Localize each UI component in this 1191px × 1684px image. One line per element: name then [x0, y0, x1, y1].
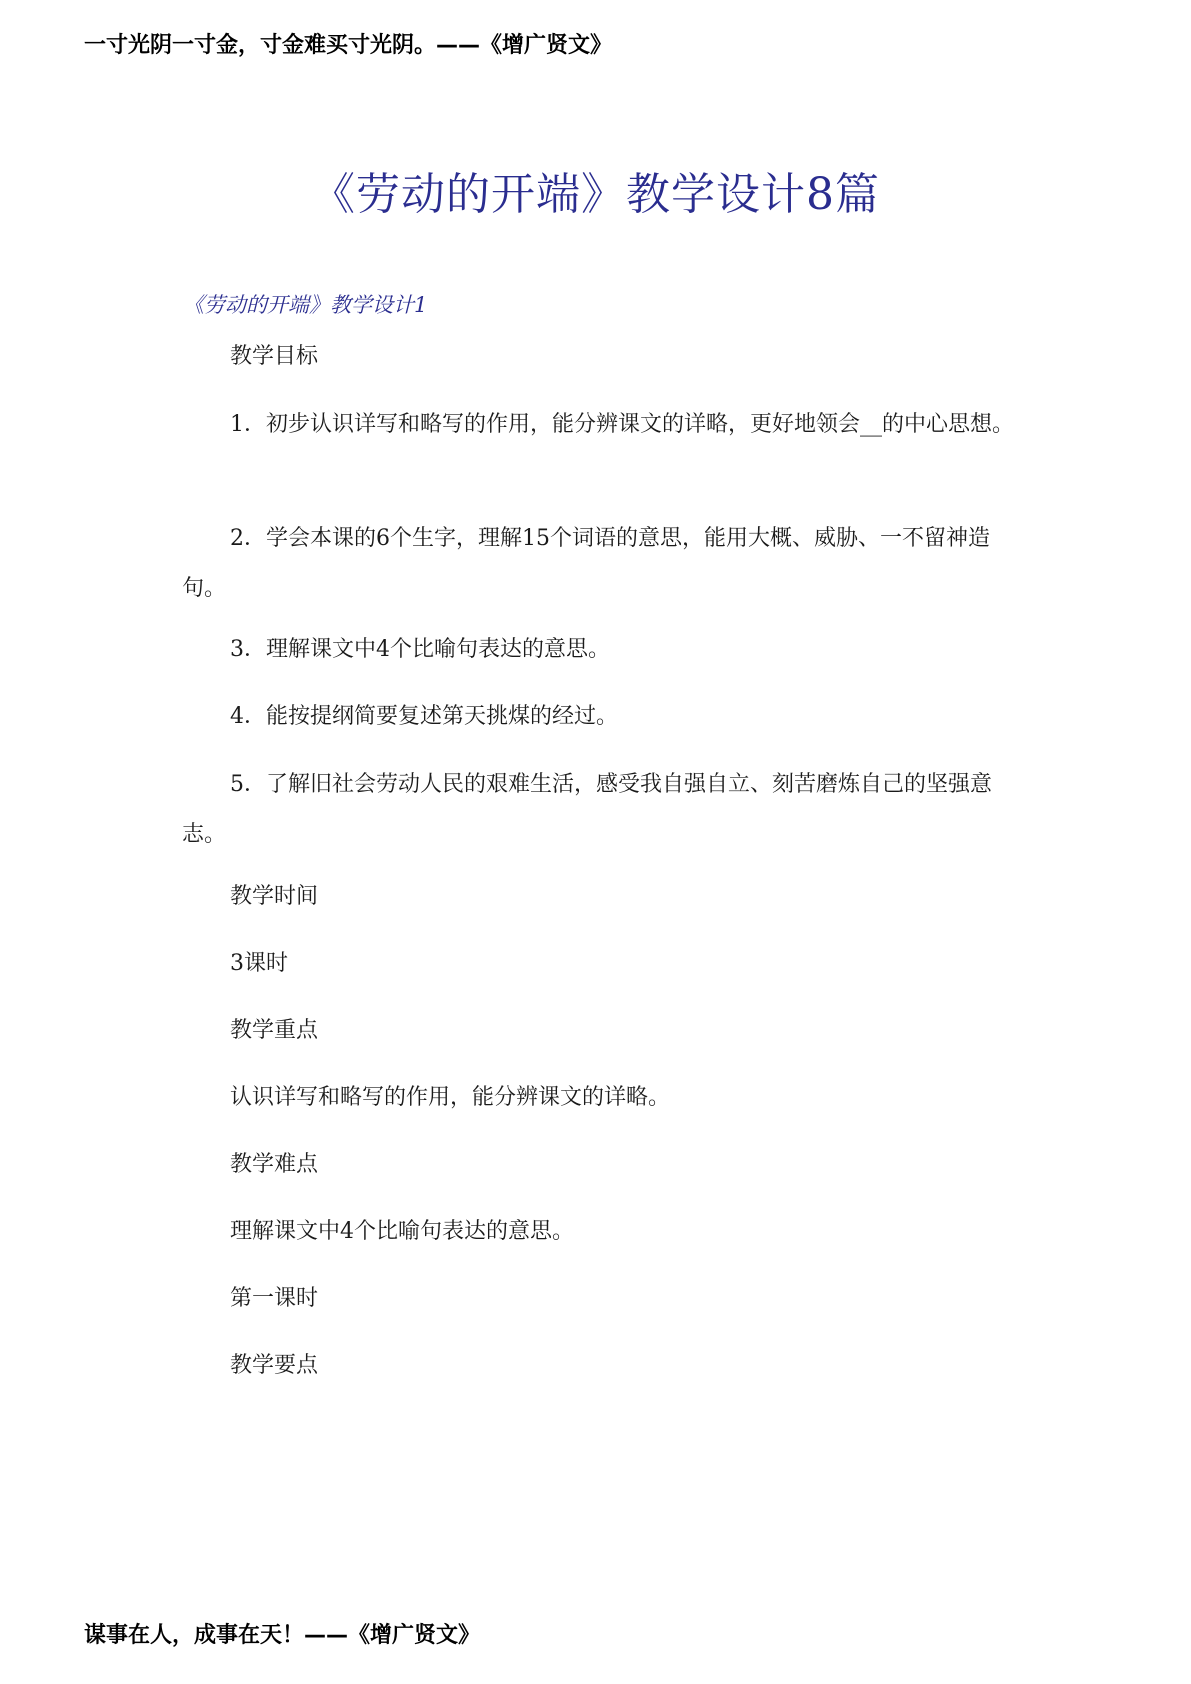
paragraph-goal-2: 2．学会本课的6个生字，理解15个词语的意思，能用大概、威胁、一不留神造句。 — [182, 526, 990, 601]
paragraph-difficulties: 理解课文中4个比喻句表达的意思。 — [230, 1219, 574, 1244]
paragraph-key-points: 认识详写和略写的作用，能分辨课文的详略。 — [230, 1085, 671, 1110]
header-quote: 一寸光阴一寸金，寸金难买寸光阴。——《增广贤文》 — [84, 33, 613, 58]
paragraph-goal-3: 3．理解课文中4个比喻句表达的意思。 — [230, 637, 610, 662]
paragraph-goal-1: 1．初步认识详写和略写的作用，能分辨课文的详略，更好地领会__的中心思想。 — [230, 412, 1014, 437]
paragraph-first-lesson-heading: 第一课时 — [230, 1286, 319, 1311]
paragraph-teaching-time-heading: 教学时间 — [230, 884, 319, 909]
document-title: 《劳动的开端》教学设计8篇 — [311, 169, 880, 220]
paragraph-key-points-heading: 教学重点 — [230, 1018, 319, 1043]
paragraph-teaching-goals-heading: 教学目标 — [230, 344, 319, 369]
paragraph-lesson-points-heading: 教学要点 — [230, 1353, 319, 1378]
footer-quote: 谋事在人，成事在天！——《增广贤文》 — [84, 1623, 481, 1648]
section-title: 《劳动的开端》教学设计1 — [183, 293, 428, 317]
paragraph-difficulties-heading: 教学难点 — [230, 1152, 319, 1177]
paragraph-goal-4: 4．能按提纲简要复述第天挑煤的经过。 — [230, 704, 618, 729]
paragraph-teaching-time: 3课时 — [230, 951, 288, 976]
paragraph-goal-5: 5．了解旧社会劳动人民的艰难生活，感受我自强自立、刻苦磨炼自己的坚强意志。 — [182, 772, 992, 847]
